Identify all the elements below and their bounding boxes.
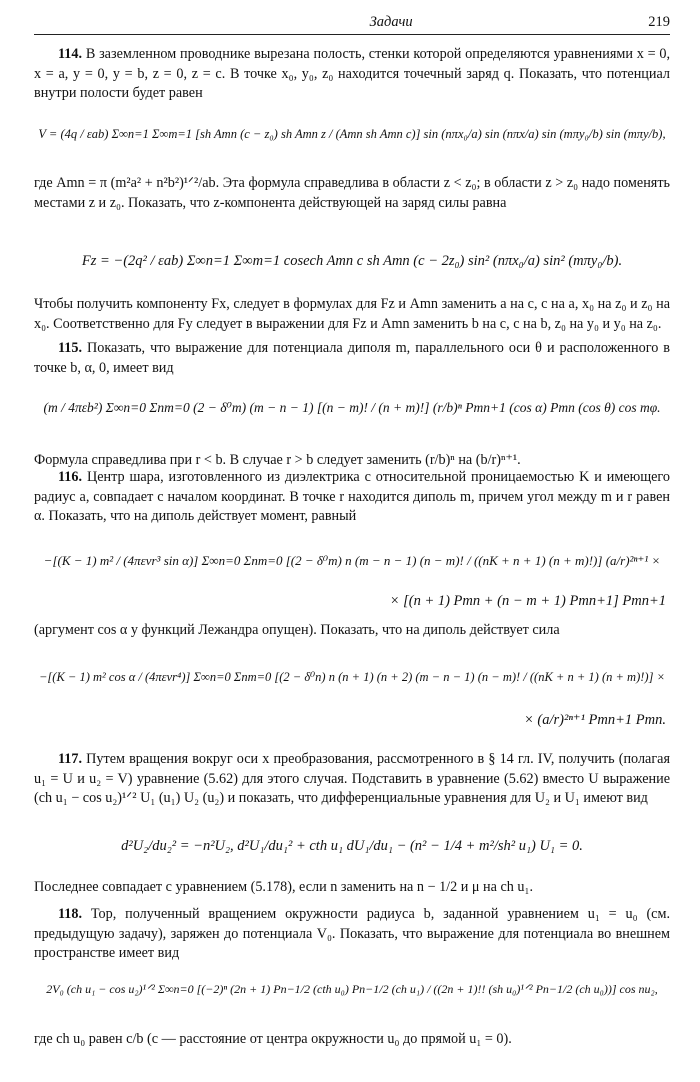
page-number: 219 [648, 13, 670, 30]
paragraph-text: В заземленном проводнике вырезана полость, стенки которой определяются уравнениями x = 0, x = a, y = 0, y = b, z = 0, z = c. В точке x₀, y₀, z₀ находится точечный заряд q. Показать, что потенциал внутри полости будет равен [34, 46, 670, 101]
paragraph-text: Формула справедлива при r < b. В случае r > b следует заменить (r/b)ⁿ на (b/r)ⁿ⁺¹. [34, 452, 521, 468]
page [34, 6, 670, 1047]
display-equation: × [(n + 1) Pmn + (n − m + 1) Pmn+1] Pmn+1 [389, 593, 666, 609]
paragraph-text: Чтобы получить компоненту Fx, следует в формулах для Fz и Amn заменить a на c, c на a, x₀ на z₀ и z₀ на x₀. Соответственно для Fy следует в выражении для Fz и Amn заменить b на c, c на b, z₀ на y₀ и y₀ на z₀. [34, 296, 670, 332]
text-paragraph [34, 1030, 670, 1050]
problem-number: 114. [58, 46, 83, 62]
problem-paragraph [34, 468, 670, 527]
display-equation: Fz = −(2q² / εab) Σ∞n=1 Σ∞m=1 cosech Amn c sh Amn (c − 2z₀) sin² (nπx₀/a) sin² (mπy₀/b). [81, 253, 623, 269]
display-equation: 2V₀ (ch u₁ − cos u₂)¹ᐟ² Σ∞n=0 [(−2)ⁿ (2n + 1) Pn−1/2 (cth u₀) Pn−1/2 (ch u₁) / ((2n + 1)!! (sh u₀)¹ᐟ² Pn−1/2 (ch u₀))] cos nu₂, [46, 982, 658, 996]
display-equation: −[(K − 1) m² / (4πεvr³ sin α)] Σ∞n=0 Σnm=0 [(2 − δ⁰m) n (m − n − 1) (n − m)! / ((nK + n + 1) (n + m)!)] (a/r)²ⁿ⁺¹ × [43, 553, 661, 568]
text-paragraph [34, 295, 670, 334]
text-paragraph [34, 174, 670, 213]
problem-paragraph [34, 339, 670, 378]
problem-number: 115. [58, 340, 83, 356]
text-paragraph [34, 621, 670, 641]
display-equation: d²U₂/du₂² = −n²U₂, d²U₁/du₁² + cth u₁ dU₁/du₁ − (n² − 1/4 + m²/sh² u₁) U₁ = 0. [121, 838, 583, 854]
paragraph-text: где ch u₀ равен c/b (c — расстояние от центра окружности u₀ до прямой u₁ = 0). [34, 1031, 512, 1047]
paragraph-text: Последнее совпадает с уравнением (5.178), если n заменить на n − 1/2 и μ на ch u₁. [34, 879, 534, 895]
paragraph-text: (аргумент cos α у функций Лежандра опущен). Показать, что на диполь действует сила [34, 622, 560, 638]
problem-number: 118. [58, 906, 83, 922]
display-equation: × (a/r)²ⁿ⁺¹ Pmn+1 Pmn. [524, 712, 666, 728]
display-equation: −[(K − 1) m² cos α / (4πεvr⁴)] Σ∞n=0 Σnm=0 [(2 − δ⁰n) n (n + 1) (n + 2) (m − n − 1) (n − m)! / ((nK + n + 1) (n + m)!)] × [38, 670, 665, 684]
problem-number: 116. [58, 469, 83, 485]
display-equation: V = (4q / εab) Σ∞n=1 Σ∞m=1 [sh Amn (c − z₀) sh Amn z / (Amn sh Amn c)] sin (nπx₀/a) sin (nπx/a) sin (mπy₀/b) sin (mπy/b), [38, 127, 666, 141]
paragraph-text: Путем вращения вокруг оси x преобразования, рассмотренного в § 14 гл. IV, получить (полагая u₁ = U и u₂ = V) уравнение (5.62) для этого случая. Подставить в уравнение (5.62) вместо U выражение (ch u₁ − cos u₂)¹ᐟ² U₁ (u₁) U₂ (u₂) и показать, что дифференциальные уравнения для U₂ и U₁ имеют вид [34, 751, 670, 806]
running-header [34, 6, 670, 35]
paragraph-text: Тор, полученный вращением окружности радиуса b, заданной уравнением u₁ = u₀ (см. предыдущую задачу), заряжен до потенциала V₀. Показать, что выражение для потенциала во внешнем пространстве имеет вид [34, 906, 670, 961]
display-equation: (m / 4πεb²) Σ∞n=0 Σnm=0 (2 − δ⁰m) (m − n − 1) [(n − m)! / (n + m)!] (r/b)ⁿ Pmn+1 (cos α) Pmn (cos θ) cos mφ. [43, 400, 661, 415]
problem-paragraph [34, 750, 670, 809]
problem-paragraph [34, 905, 670, 964]
running-title: Задачи [369, 13, 413, 30]
problem-number: 117. [58, 751, 83, 767]
paragraph-text: Центр шара, изготовленного из диэлектрика с относительной проницаемостью K и имеющего радиус a, совпадает с началом координат. В точке r находится диполь m, причем угол между m и r равен α. Показать, что на диполь действует момент, равный [34, 469, 670, 524]
paragraph-text: где Amn = π (m²a² + n²b²)¹ᐟ²/ab. Эта формула справедлива в области z < z₀; в области z > z₀ надо поменять местами z и z₀. Показать, что z-компонента действующей на заряд силы равна [34, 175, 670, 211]
problem-paragraph [34, 45, 670, 104]
paragraph-text: Показать, что выражение для потенциала диполя m, параллельного оси θ и расположенного в точке b, α, 0, имеет вид [34, 340, 670, 376]
text-paragraph [34, 878, 670, 898]
